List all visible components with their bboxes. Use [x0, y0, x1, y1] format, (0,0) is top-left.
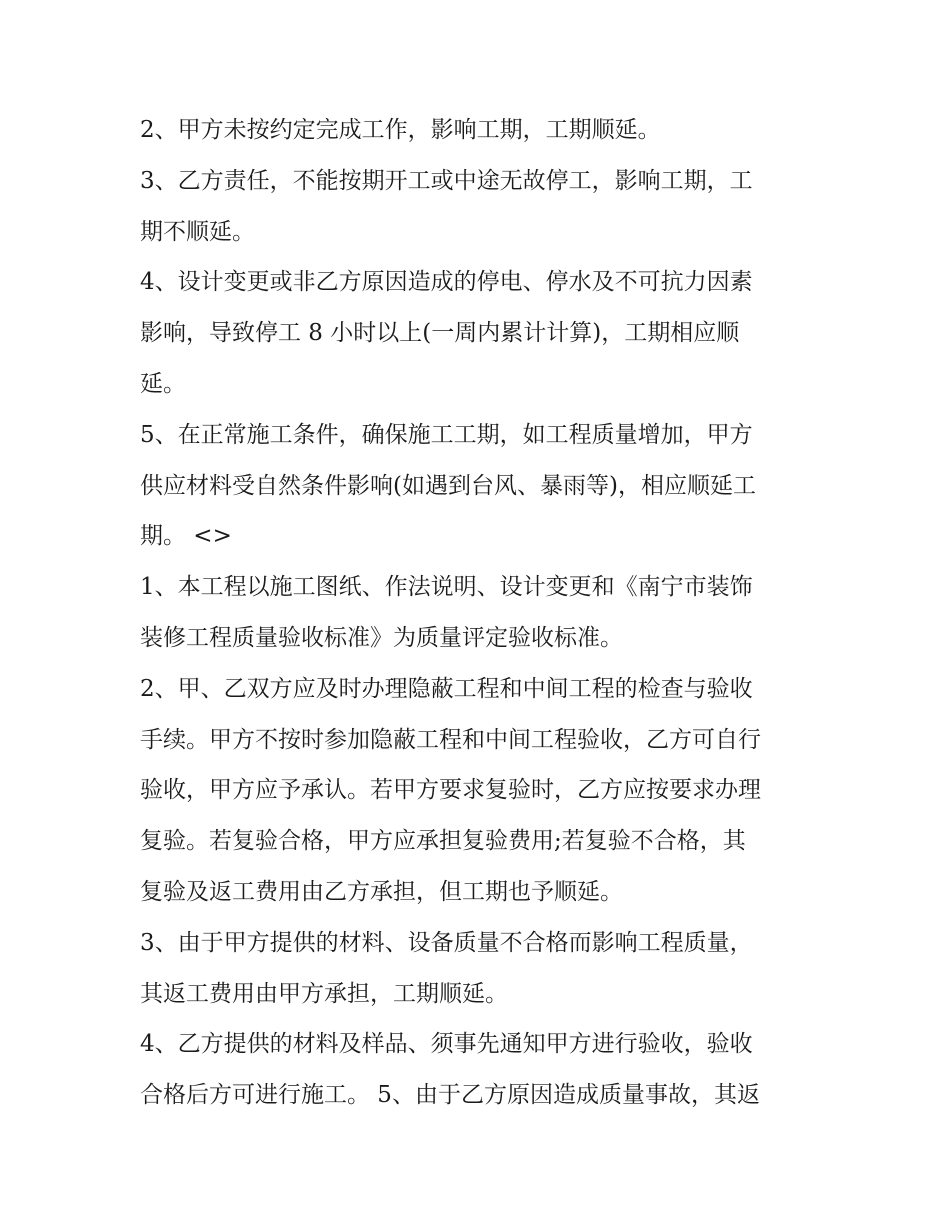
text-line: 1、本工程以施工图纸、作法说明、设计变更和《南宁市装饰 [140, 574, 753, 601]
text-line: 供应材料受自然条件影响(如遇到台风、暴雨等)，相应顺延工 [140, 472, 756, 499]
text-line: 其返工费用由甲方承担，工期顺延。 [140, 980, 508, 1007]
text-line: 合格后方可进行施工。 5、由于乙方原因造成质量事故，其返 [140, 1082, 760, 1109]
text-line: 期不顺延。 [140, 218, 255, 245]
text-line: 影响，导致停工 8 小时以上(一周内累计计算)，工期相应顺 [140, 320, 740, 347]
text-line: 复验及返工费用由乙方承担，但工期也予顺延。 [140, 878, 623, 905]
contract-text [140, 105, 820, 1121]
text-line: 2、甲、乙双方应及时办理隐蔽工程和中间工程的检查与验收 [140, 675, 753, 702]
text-line: 4、设计变更或非乙方原因造成的停电、停水及不可抗力因素 [140, 269, 753, 296]
text-line: 5、在正常施工条件，确保施工工期，如工程质量增加，甲方 [140, 421, 753, 448]
text-line: 手续。甲方不按时参加隐蔽工程和中间工程验收，乙方可自行 [140, 726, 761, 753]
text-line: 3、由于甲方提供的材料、设备质量不合格而影响工程质量， [140, 929, 753, 956]
text-line: 4、乙方提供的材料及样品、须事先通知甲方进行验收，验收 [140, 1031, 753, 1058]
text-line: 装修工程质量验收标准》为质量评定验收标准。 [140, 624, 623, 651]
text-line: 2、甲方未按约定完成工作，影响工期，工期顺延。 [140, 117, 661, 143]
text-line: 复验。若复验合格，甲方应承担复验费用;若复验不合格，其 [140, 828, 746, 855]
text-line: 期。 <> [140, 523, 232, 550]
text-line: 验收，甲方应予承认。若甲方要求复验时，乙方应按要求办理 [140, 777, 761, 804]
text-line: 延。 [140, 370, 186, 397]
text-line: 3、乙方责任，不能按期开工或中途无故停工，影响工期，工 [140, 167, 753, 194]
